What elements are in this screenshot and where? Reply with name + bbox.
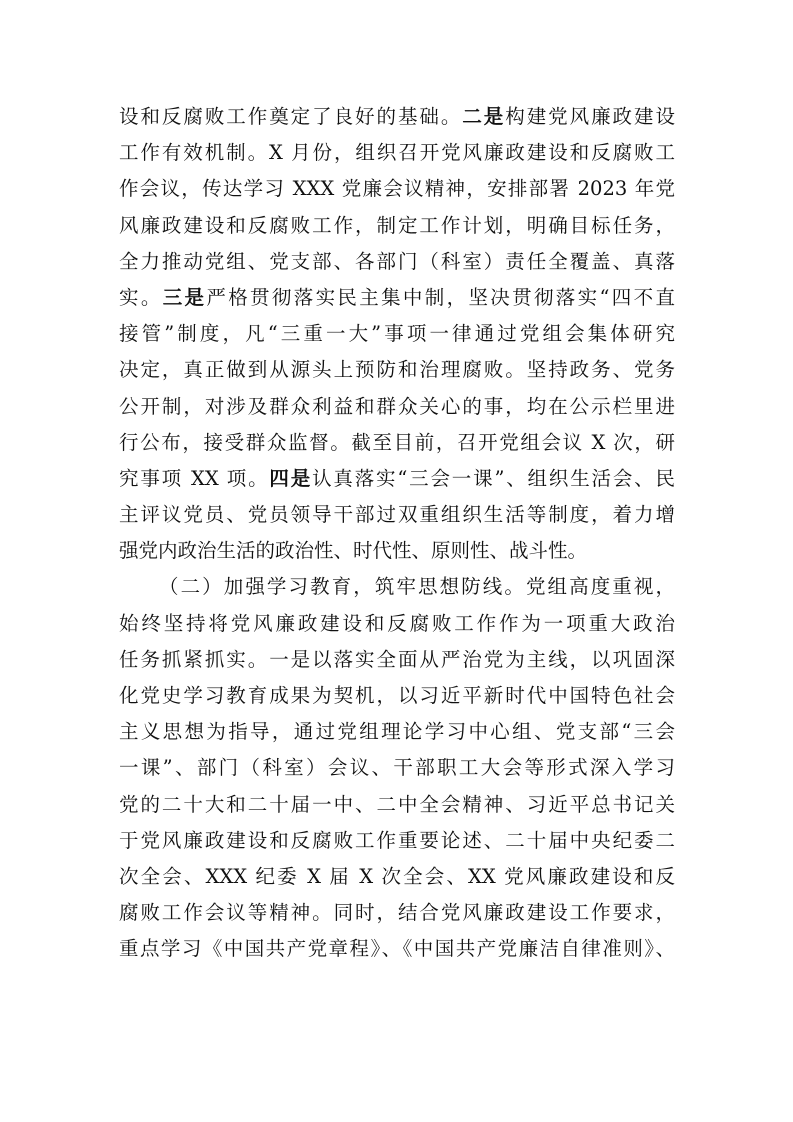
text-run: 实。: [119, 285, 163, 309]
text-line: 公开制，对涉及群众利益和群众关心的事，均在公示栏里进: [119, 394, 675, 418]
text-line: 一课”、部门（科室）会议、干部职工大会等形式深入学习: [119, 756, 675, 780]
text-line: 任务抓紧抓实。一是以落实全面从严治党为主线，以巩固深: [119, 647, 675, 671]
section-heading-line: （二）加强学习教育，筑牢思想防线。党组高度重视，: [159, 575, 675, 599]
text-run: 设和反腐败工作奠定了良好的基础。: [119, 105, 463, 128]
text-run: 构建党风廉政建设: [505, 105, 675, 128]
body-text: [119, 99, 675, 968]
text-line: 于党风廉政建设和反腐败工作重要论述、二十届中央纪委二: [119, 828, 675, 852]
text-line: 腐败工作会议等精神。同时，结合党风廉政建设工作要求，: [119, 901, 675, 925]
text-line: [119, 461, 675, 497]
text-line: 接管”制度，凡“三重一大”事项一律通过党组会集体研究: [119, 322, 675, 346]
text-line: 次全会、XXX 纪委 X 届 X 次全会、XX 党风廉政建设和反: [119, 864, 675, 888]
text-line: 全力推动党组、党支部、各部门（科室）责任全覆盖、真落: [119, 249, 675, 273]
text-line: 党的二十大和二十届一中、二中全会精神、习近平总书记关: [119, 792, 675, 816]
text-line: 作会议，传达学习 XXX 党廉会议精神，安排部署 2023 年党: [119, 177, 675, 201]
text-line: [119, 99, 675, 135]
text-run: 认真落实“三会一课”、组织生活会、民: [312, 466, 675, 490]
text-line: 主义思想为指导，通过党组理论学习中心组、党支部“三会: [119, 720, 675, 744]
bold-keyword: 四是: [269, 466, 313, 490]
text-line: 风廉政建设和反腐败工作，制定工作计划，明确目标任务，: [119, 213, 675, 237]
text-line: 行公布，接受群众监督。截至目前，召开党组会议 X 次，研: [119, 430, 675, 454]
text-line: 强党内政治生活的政治性、时代性、原则性、战斗性。: [119, 539, 588, 563]
bold-keyword: 三是: [162, 285, 207, 309]
text-line: 决定，真正做到从源头上预防和治理腐败。坚持政务、党务: [119, 358, 675, 382]
text-line: 重点学习《中国共产党章程》、《中国共产党廉洁自律准则》、: [119, 937, 675, 961]
text-run: 究事项 XX 项。: [119, 466, 270, 490]
text-line: 化党史学习教育成果为契机，以习近平新时代中国特色社会: [119, 684, 675, 707]
text-line: [119, 280, 675, 316]
text-line: 工作有效机制。X 月份，组织召开党风廉政建设和反腐败工: [119, 141, 675, 165]
text-line: 始终坚持将党风廉政建设和反腐败工作作为一项重大政治: [119, 611, 675, 635]
text-line: 主评议党员、党员领导干部过双重组织生活等制度，着力增: [119, 503, 675, 527]
text-run: 严格贯彻落实民主集中制，坚决贯彻落实“四不直: [206, 285, 675, 309]
bold-keyword: 二是: [462, 105, 506, 128]
